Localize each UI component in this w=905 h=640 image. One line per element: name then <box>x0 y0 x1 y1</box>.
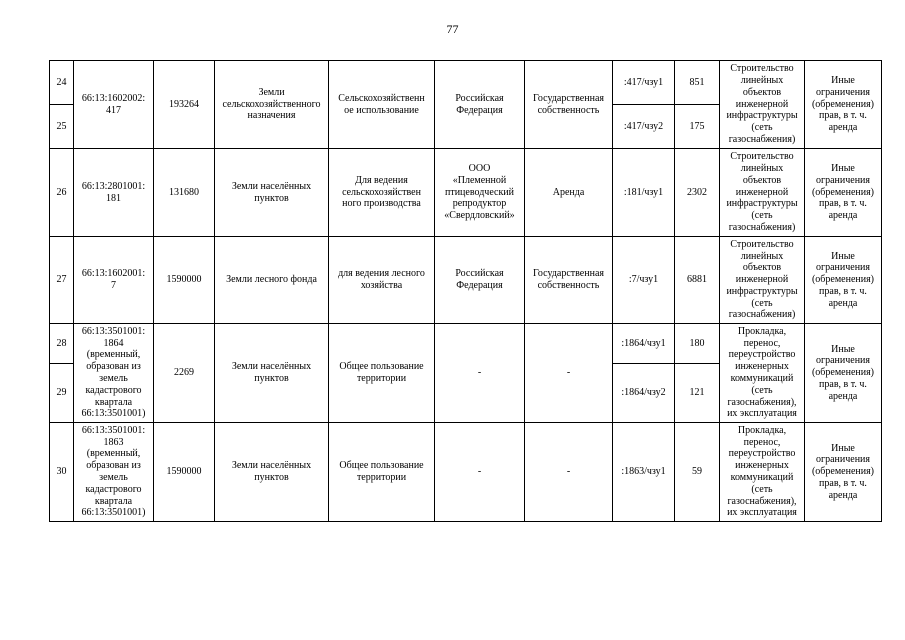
land-category: Земли населённых пунктов <box>215 149 329 237</box>
land-category: Земли лесного фонда <box>215 237 329 324</box>
permitted-use: Сельскохозяйственн ое использование <box>329 61 435 149</box>
cadastral-number: 66:13:3501001: 1863 (временный, образован из земель кадастрового квартала 66:13:3501001) <box>74 423 154 522</box>
right-type: Государственная собственность <box>525 61 613 149</box>
plot-area: 131680 <box>154 149 215 237</box>
right-holder: Российская Федерация <box>435 61 525 149</box>
page-number: 77 <box>446 22 459 36</box>
plot-part-number: :1863/чзу1 <box>613 423 675 522</box>
use-purpose: Прокладка, перенос, переустройство инженерных коммуникаций (сеть газоснабжения), их эксплуатация <box>720 423 805 522</box>
permitted-use: Общее пользование территории <box>329 423 435 522</box>
cadastral-number: 66:13:1602001: 7 <box>74 237 154 324</box>
table-row <box>50 324 882 364</box>
row-number: 25 <box>50 105 74 149</box>
table-row <box>50 61 882 105</box>
permitted-use: для ведения лесного хозяйства <box>329 237 435 324</box>
plot-part-area: 175 <box>675 105 720 149</box>
table-row <box>50 237 882 324</box>
plot-part-area: 6881 <box>675 237 720 324</box>
right-type: Аренда <box>525 149 613 237</box>
permitted-use: Общее пользование территории <box>329 324 435 423</box>
right-type: - <box>525 423 613 522</box>
plot-part-number: :181/чзу1 <box>613 149 675 237</box>
use-purpose: Строительство линейных объектов инженерной инфраструктуры (сеть газоснабжения) <box>720 149 805 237</box>
plot-area: 193264 <box>154 61 215 149</box>
row-number: 28 <box>50 324 74 364</box>
table-row <box>50 423 882 522</box>
right-holder: Российская Федерация <box>435 237 525 324</box>
plot-part-area: 59 <box>675 423 720 522</box>
plot-part-number: :1864/чзу2 <box>613 364 675 423</box>
plot-part-number: :417/чзу1 <box>613 61 675 105</box>
right-holder: - <box>435 423 525 522</box>
use-purpose: Строительство линейных объектов инженерной инфраструктуры (сеть газоснабжения) <box>720 237 805 324</box>
right-type: - <box>525 324 613 423</box>
use-purpose: Строительство линейных объектов инженерной инфраструктуры (сеть газоснабжения) <box>720 61 805 149</box>
row-number: 30 <box>50 423 74 522</box>
encumbrance: Иные ограничения (обременения) прав, в т. ч. аренда <box>805 423 882 522</box>
right-holder: ООО «Племенной птицеводческий репродуктор «Свердловский» <box>435 149 525 237</box>
plot-part-number: :7/чзу1 <box>613 237 675 324</box>
plot-part-area: 180 <box>675 324 720 364</box>
plot-part-number: :417/чзу2 <box>613 105 675 149</box>
plot-part-area: 2302 <box>675 149 720 237</box>
plot-part-area: 121 <box>675 364 720 423</box>
cadastral-number: 66:13:1602002: 417 <box>74 61 154 149</box>
encumbrance: Иные ограничения (обременения) прав, в т. ч. аренда <box>805 237 882 324</box>
table-row <box>50 149 882 237</box>
cadastral-number: 66:13:3501001: 1864 (временный, образован из земель кадастрового квартала 66:13:3501001) <box>74 324 154 423</box>
use-purpose: Прокладка, перенос, переустройство инженерных коммуникаций (сеть газоснабжения), их эксплуатация <box>720 324 805 423</box>
land-plots-table <box>49 60 882 522</box>
plot-part-number: :1864/чзу1 <box>613 324 675 364</box>
right-holder: - <box>435 324 525 423</box>
encumbrance: Иные ограничения (обременения) прав, в т. ч. аренда <box>805 149 882 237</box>
plot-area: 2269 <box>154 324 215 423</box>
plot-area: 1590000 <box>154 237 215 324</box>
row-number: 29 <box>50 364 74 423</box>
encumbrance: Иные ограничения (обременения) прав, в т. ч. аренда <box>805 324 882 423</box>
plot-part-area: 851 <box>675 61 720 105</box>
row-number: 24 <box>50 61 74 105</box>
row-number: 27 <box>50 237 74 324</box>
land-category: Земли сельскохозяйственного назначения <box>215 61 329 149</box>
right-type: Государственная собственность <box>525 237 613 324</box>
encumbrance: Иные ограничения (обременения) прав, в т. ч. аренда <box>805 61 882 149</box>
land-category: Земли населённых пунктов <box>215 423 329 522</box>
plot-area: 1590000 <box>154 423 215 522</box>
land-category: Земли населённых пунктов <box>215 324 329 423</box>
permitted-use: Для ведения сельскохозяйствен ного производства <box>329 149 435 237</box>
cadastral-number: 66:13:2801001: 181 <box>74 149 154 237</box>
row-number: 26 <box>50 149 74 237</box>
